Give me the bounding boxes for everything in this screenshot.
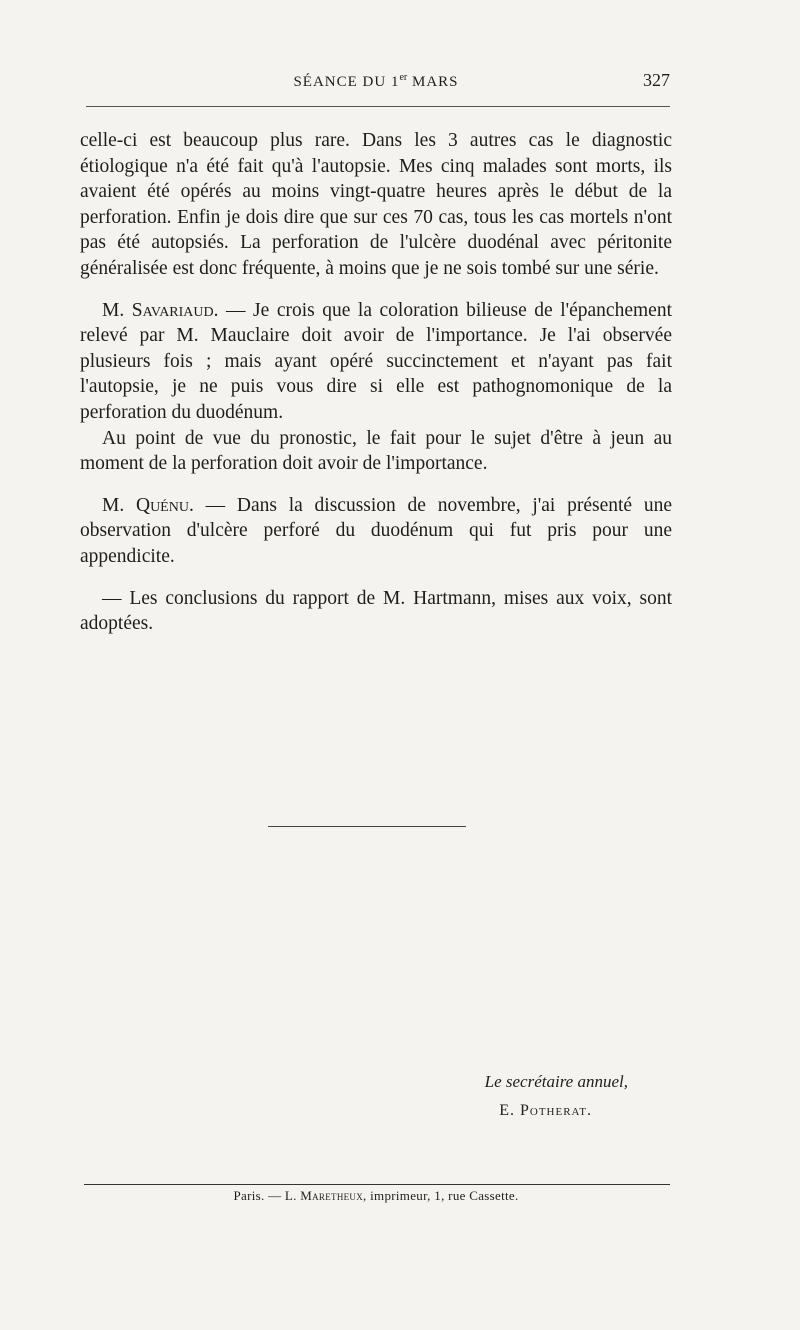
running-title bbox=[80, 72, 672, 91]
paragraph-pronostic: Au point de vue du pronostic, le fait pour le sujet d'être à jeun au moment de la perforation doit avoir de l'importance. bbox=[80, 427, 672, 475]
paragraph-conclusions: — Les conclusions du rapport de M. Hartmann, mises aux voix, sont adoptées. bbox=[80, 587, 672, 635]
imprint-printer-name: Maretheux bbox=[300, 1188, 364, 1203]
running-title-main: SÉANCE DU 1 bbox=[293, 74, 400, 90]
imprint-prefix: Paris. — L. bbox=[233, 1188, 301, 1203]
speaker-name-savariaud: Savariaud. bbox=[131, 299, 219, 321]
paragraph-savariaud bbox=[80, 298, 672, 426]
running-title-tail: MARS bbox=[407, 74, 459, 90]
imprint-suffix: , imprimeur, 1, rue Cassette. bbox=[363, 1188, 519, 1203]
speaker-prefix: M. bbox=[102, 494, 136, 516]
printer-imprint bbox=[80, 1188, 672, 1204]
footer-rule bbox=[84, 1184, 670, 1185]
running-title-superscript: er bbox=[399, 72, 408, 83]
body-text bbox=[80, 128, 672, 637]
running-head bbox=[80, 70, 672, 100]
speaker-name-quenu: Quénu. bbox=[135, 494, 194, 516]
speaker-remarks: — Dans la discussion de novembre, j'ai présenté une observation d'ulcère perforé du duodénum qui fut pris pour une appendicite. bbox=[80, 494, 672, 567]
header-rule bbox=[86, 106, 670, 107]
speaker-remarks: — Je crois que la coloration bilieuse de l'épanchement relevé par M. Mauclaire doit avoir de l'importance. Je l'ai observée plusieurs fois ; mais ayant opéré succinctement et n'ayant pas fait l'autopsie, je ne puis vous dire si elle est pathognomonique de la perforation du duodénum. bbox=[80, 299, 672, 423]
paragraph-continuation: celle-ci est beaucoup plus rare. Dans les 3 autres cas le diagnostic étiologique n'a été fait qu'à l'autopsie. Mes cinq malades sont morts, ils avaient été opérés au moins vingt-quatre heures après le début de la perforation. Enfin je dois dire que sur ces 70 cas, tous les cas mortels n'ont pas été autopsiés. La perforation de l'ulcère duodénal avec péritonite généralisée est donc fréquente, à moins que je ne sois tombé sur une série. bbox=[80, 130, 672, 279]
signature-role: Le secrétaire annuel, bbox=[484, 1072, 628, 1091]
signature-name: E. Potherat. bbox=[499, 1102, 592, 1119]
page-number: 327 bbox=[643, 70, 670, 90]
speaker-prefix: M. bbox=[102, 299, 132, 321]
section-divider bbox=[268, 826, 466, 827]
paragraph-quenu bbox=[80, 493, 672, 570]
